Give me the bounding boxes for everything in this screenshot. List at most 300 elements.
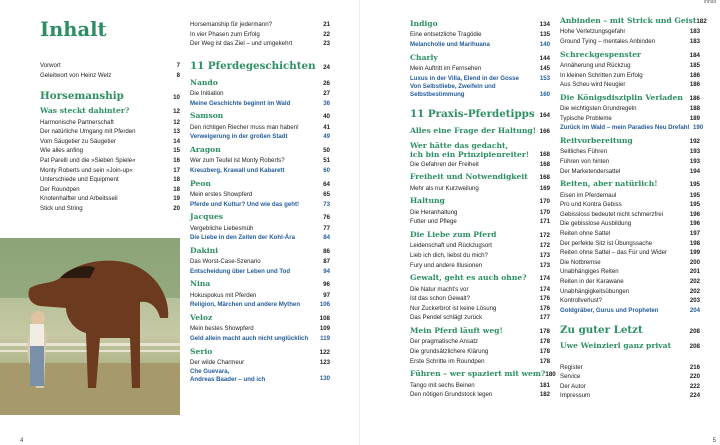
toc-entry-title: Gebissloss bedeutet nicht schmerzfrei (560, 210, 663, 218)
toc-page-number: 195 (689, 191, 700, 199)
toc-entry-title (410, 83, 496, 99)
toc-entry-title: Kreuzberg, Krawall und Kabarett (190, 166, 285, 174)
toc-entry-title: Mein bestes Showpferd (190, 325, 254, 333)
toc-entry-title (190, 368, 265, 384)
toc-entry-title: Unabhängigkeitsübungen (560, 287, 630, 295)
toc-page-number: 189 (689, 114, 700, 122)
story-chapter-link (190, 166, 330, 176)
toc-entry (560, 267, 700, 277)
toc-entry-title: Der Weg ist das Ziel – und umgekehrt (190, 40, 293, 48)
part-heading-praxis (410, 107, 550, 123)
toc-entry (560, 248, 700, 258)
toc-page-number: 13 (173, 128, 180, 136)
toc-page-number: 195 (689, 201, 700, 209)
toc-page-number: 22 (323, 30, 330, 38)
toc-entry (560, 382, 700, 392)
toc-entry-title: Erste Schritte im Roundpen (410, 357, 485, 365)
toc-entry-title: Zurück im Wald – mein Paradies Neu Drefahl (560, 124, 690, 132)
toc-page-number: 7 (176, 62, 180, 69)
toc-page-number: 20 (173, 204, 180, 212)
toc-page-number: 160 (539, 90, 550, 98)
toc-page-number: 199 (689, 249, 700, 257)
toc-entry (410, 261, 550, 271)
toc-entry (410, 30, 550, 40)
section-heading-line2: ich bin ein Prinzipienreiter! (410, 150, 530, 160)
running-head: Inhalt (703, 0, 716, 5)
story-chapter-link (560, 123, 704, 133)
horse-photo (0, 238, 180, 415)
toc-entry-title: Unabhängiges Reiten (560, 268, 619, 276)
toc-page-number: 15 (173, 147, 180, 155)
story-heading (190, 313, 330, 324)
toc-page-number: 182 (539, 391, 550, 399)
story-heading (410, 19, 550, 30)
section-heading-page: 174 (539, 275, 550, 283)
toc-entry-title: Geleitwort von Heinz Welz (40, 71, 112, 79)
story-heading (410, 53, 550, 64)
toc-entry (560, 27, 700, 37)
toc-page-number: 49 (323, 133, 330, 141)
section-heading-page: 208 (689, 328, 700, 336)
toc-entry-title: Ist das schon Gewalt? (410, 295, 470, 303)
toc-entry (560, 219, 700, 229)
toc-page-number: 77 (323, 224, 330, 232)
section-heading (560, 93, 700, 104)
toc-entry (410, 390, 550, 400)
toc-entry (40, 185, 180, 195)
part-heading-horsemanship (40, 89, 180, 105)
section-heading-page: 168 (539, 151, 550, 159)
section-heading-title: 11 Praxis-Pferdetipps (410, 108, 535, 121)
toc-entry (410, 241, 550, 251)
section-heading-title: Die Liebe zum Pferd (410, 229, 497, 239)
toc-page-number: 188 (689, 105, 700, 113)
toc-entry-title: Stick und String (40, 204, 83, 212)
toc-entry-title: Vom Säugetier zu Säugetier (40, 137, 116, 145)
section-heading-page: 50 (323, 146, 330, 154)
toc-entry-title: Den nötigen Grundstock legen (410, 391, 493, 399)
section-heading-title: Was steckt dahinter? (40, 106, 130, 116)
toc-entry (40, 137, 180, 147)
page-number-right: 5 (712, 438, 716, 444)
toc-entry (560, 277, 700, 287)
toc-entry (560, 229, 700, 239)
story-heading (190, 179, 330, 190)
section-heading (410, 196, 550, 207)
section-heading-title: Alles eine Frage der Haltung! (410, 126, 537, 136)
section-heading-title: Veloz (190, 312, 213, 322)
toc-entry-title: Monty Roberts und sein »Join-up« (40, 166, 133, 174)
toc-entry (190, 291, 330, 301)
page-title: Inhalt (40, 18, 107, 41)
toc-entry-title: Goldgräber, Gurus und Propheten (560, 306, 659, 314)
toc-page-number: 12 (173, 118, 180, 126)
toc-entry (410, 64, 550, 74)
toc-entry (560, 104, 700, 114)
story-chapter-link (190, 334, 330, 344)
toc-page-number: 145 (539, 65, 550, 72)
section-heading-page: 168 (539, 174, 550, 182)
section-heading-title: Peon (190, 178, 211, 188)
toc-entry (560, 114, 700, 124)
toc-page-number: 153 (539, 74, 550, 82)
toc-page-number: 123 (319, 358, 330, 366)
toc-entry-title: Nur Zuckerbrot ist keine Lösung (410, 304, 497, 312)
toc-entry (560, 287, 700, 297)
toc-page-number: 19 (173, 195, 180, 203)
toc-page-number: 186 (689, 71, 700, 79)
toc-page-number: 97 (323, 291, 330, 299)
toc-entry-title: Wer zum Teufel ist Monty Roberts? (190, 157, 285, 165)
section-heading-page: 178 (539, 327, 550, 335)
section-heading-page: 182 (696, 18, 707, 25)
section-heading-title: Nina (190, 279, 211, 289)
toc-entry (560, 71, 700, 81)
toc-entry (190, 224, 330, 234)
right-page (360, 0, 720, 445)
story-chapter-link (190, 267, 330, 277)
toc-page-number: 220 (689, 373, 700, 381)
toc-entry-title: Der Marketendersattel (560, 167, 621, 175)
toc-page-number: 190 (692, 124, 704, 132)
toc-entry (190, 89, 330, 99)
toc-page-number: 16 (173, 156, 180, 164)
toc-entry (560, 167, 700, 177)
toc-entry-title-line1: Von Selbstliebe, Zweifeln und (410, 83, 496, 91)
toc-entry-title: Melancholie und Marihuana (410, 41, 490, 48)
toc-page-number: 224 (689, 392, 700, 400)
toc-entry (40, 175, 180, 185)
toc-entry-title: Verweigerung in der großen Stadt (190, 133, 288, 141)
toc-entry-title: Die Liebe in den Zeiten der Kohl-Ära (190, 234, 295, 242)
story-chapter-link (410, 83, 550, 99)
toc-entry-title: Das Worst-Case-Szenario (190, 258, 261, 266)
toc-entry-title: Seitliches Führen (560, 148, 608, 156)
part-heading-pferdegeschichten (190, 59, 330, 75)
section-heading-title: Reiten, aber natürlich! (560, 179, 658, 189)
toc-entry-title: Mein Auftritt im Fernsehen (410, 65, 482, 72)
toc-entry-title: Fury und andere Illusionen (410, 261, 483, 269)
toc-entry-title: Wie alles anfing (40, 147, 84, 155)
section-heading-page: 166 (539, 128, 550, 136)
story-chapter-link (560, 306, 700, 316)
section-heading (560, 179, 700, 190)
toc-page-number: 204 (689, 306, 700, 314)
toc-entry-title: Impressum (560, 392, 591, 400)
toc-entry-title: In vier Phasen zum Erfolg (190, 30, 260, 38)
toc-page-number: 202 (689, 287, 700, 295)
toc-page-number: 183 (689, 28, 700, 36)
toc-page-number: 87 (323, 258, 330, 266)
toc-page-number: 183 (689, 38, 700, 45)
toc-entry-title: Die grundsätzlichere Klärung (410, 347, 489, 355)
section-heading-page: 40 (323, 113, 330, 121)
toc-entry-title: Reiten ohne Sattel – das Für und Wider (560, 249, 668, 257)
toc-entry (560, 210, 700, 220)
toc-entry-title: Die Gefahren der Freiheit (410, 160, 479, 168)
toc-entry-title: Lieb ich dich, liebst du mich? (410, 251, 488, 259)
section-heading-title: Indigo (410, 19, 438, 28)
toc-entry (40, 204, 180, 214)
toc-entry-title: Horsemanship für jedermann? (190, 21, 272, 28)
section-heading-page: 96 (323, 281, 330, 289)
story-chapter-link (190, 200, 330, 210)
toc-page-number: 140 (539, 41, 550, 48)
toc-page-number: 176 (539, 304, 550, 312)
toc-entry-title: Hokuspokus mit Pferden (190, 291, 257, 299)
toc-entry (40, 146, 180, 156)
toc-entry (410, 304, 550, 314)
toc-entry-title: Die Notbremse (560, 258, 601, 266)
toc-page-number: 196 (689, 220, 700, 228)
toc-page-number: 203 (689, 297, 700, 305)
story-chapter-link (410, 74, 550, 84)
toc-entry (190, 324, 330, 334)
toc-entry-title: Futter und Pflege (410, 218, 457, 226)
toc-page-number: 172 (539, 242, 550, 250)
toc-entry-title: Führen von hinten (560, 157, 610, 165)
toc-page-number: 36 (323, 99, 330, 107)
section-heading-page: 64 (323, 180, 330, 188)
toc-page-number: 181 (539, 381, 550, 389)
toc-entry (560, 80, 700, 90)
toc-entry (410, 337, 550, 347)
toc-page-number: 73 (323, 200, 330, 208)
section-heading-page: 192 (689, 137, 700, 145)
section-heading-title: 11 Pferdegeschichten (190, 59, 316, 72)
section-heading (560, 136, 700, 147)
toc-entry (410, 357, 550, 367)
toc-page-number: 130 (319, 374, 330, 382)
section-heading (410, 369, 556, 380)
toc-page-number: 18 (173, 185, 180, 193)
toc-entry (560, 157, 700, 167)
section-heading-page: 172 (539, 231, 550, 239)
toc-entry (560, 391, 700, 401)
section-heading (410, 230, 550, 241)
section-heading-title: Gewalt, geht es auch ohne? (410, 273, 527, 283)
toc-entry-title-line2: Selbstbestimmung (410, 91, 465, 99)
toc-entry (410, 294, 550, 304)
toc-entry-title: Knotenhalfter und Arbeitsseil (40, 195, 118, 203)
toc-page-number: 173 (539, 251, 550, 259)
toc-entry (410, 285, 550, 295)
section-heading-title: Nando (190, 77, 218, 87)
story-chapter-link (190, 368, 330, 384)
section-heading-page: 195 (689, 181, 700, 189)
toc-entry (410, 347, 550, 357)
section-heading-page: 184 (689, 51, 700, 59)
section-heading-title: Horsemanship (40, 90, 124, 103)
toc-entry (190, 358, 330, 368)
toc-entry-title: Der perfekte Sitz ist Übungssache (560, 239, 653, 247)
story-chapter-link (190, 233, 330, 243)
section-heading-line1: Wer hätte das gedacht, (410, 140, 509, 150)
toc-entry (560, 61, 700, 71)
section-heading-title: Charly (410, 52, 438, 62)
toc-entry-title: In kleinen Schritten zum Erfolg (560, 71, 643, 79)
section-heading-page: 164 (539, 112, 550, 120)
toc-page-number: 178 (539, 357, 550, 365)
story-heading (190, 279, 330, 290)
toc-page-number: 27 (323, 90, 330, 98)
toc-page-number: 21 (323, 21, 330, 28)
toc-page-number: 194 (689, 167, 700, 175)
story-heading (190, 246, 330, 257)
toc-page-number: 169 (539, 184, 550, 192)
toc-entry-title: Eisen im Pferdemaul (560, 191, 617, 199)
toc-page-number: 193 (689, 148, 700, 156)
toc-page-number: 222 (689, 382, 700, 390)
toc-page-number: 177 (539, 314, 550, 322)
toc-entry (40, 127, 180, 137)
toc-page-number: 17 (173, 166, 180, 174)
toc-entry (40, 194, 180, 204)
toc-page-number: 8 (176, 71, 180, 79)
toc-page-number: 23 (323, 40, 330, 48)
story-heading (190, 145, 330, 156)
section-heading (410, 126, 550, 137)
section-heading (410, 141, 550, 160)
toc-page-number: 185 (689, 62, 700, 69)
section-heading-page: 170 (539, 198, 550, 206)
toc-entry-title: Kontrollverlust? (560, 297, 602, 305)
toc-page-number: 109 (319, 325, 330, 333)
section-heading-page: 86 (323, 247, 330, 255)
section-heading-page: 76 (323, 214, 330, 222)
section-heading-title: Uwe Weinzierl ganz privat (560, 341, 672, 351)
section-heading-title: Zu guter Letzt (560, 324, 643, 337)
toc-page-number: 94 (323, 267, 330, 275)
story-chapter-link (190, 99, 330, 109)
section-heading-page: 186 (689, 94, 700, 102)
toc-entry-title: Harmonische Partnerschaft (40, 118, 114, 126)
section-heading-page: 208 (689, 343, 700, 351)
section-heading-title: Mein Pferd läuft weg! (410, 325, 503, 335)
section-heading (560, 50, 700, 61)
story-chapter-link (410, 40, 550, 50)
toc-entry-title: Ground Tying – mentales Anbinden (560, 38, 656, 45)
section-heading-title: Aragon (190, 144, 221, 154)
toc-entry-title: Entscheidung über Leben und Tod (190, 267, 291, 275)
toc-entry-title: Pferde und Kultur? Und wie das geht! (190, 200, 300, 208)
toc-entry-title: Mehr als nur Kurzweilung (410, 184, 479, 192)
toc-entry (410, 217, 550, 227)
toc-entry-title: Leidenschaft und Rückzugsort (410, 242, 492, 250)
toc-page-number: 41 (323, 123, 330, 131)
toc-entry-title: Den richtigen Riecher muss man haben! (190, 123, 299, 131)
toc-entry-title: Die Initiation (190, 90, 224, 98)
toc-entry (40, 156, 180, 166)
toc-entry (560, 296, 700, 306)
toc-page-number: 178 (539, 338, 550, 346)
toc-entry (560, 239, 700, 249)
section-heading-title: Dakini (190, 245, 219, 255)
toc-entry-title: Religion, Märchen und andere Mythen (190, 301, 301, 309)
toc-page-number: 51 (323, 157, 330, 165)
toc-page-number: 135 (539, 31, 550, 39)
toc-entry-title: Vergebliche Liebesmüh (190, 224, 254, 232)
toc-entry (190, 39, 330, 49)
toc-entry (560, 37, 700, 47)
toc-page-number: 173 (539, 261, 550, 269)
toc-page-number: 216 (689, 363, 700, 371)
section-heading (40, 106, 180, 117)
section-heading (560, 16, 707, 27)
toc-entry-title: Der natürliche Umgang mit Pferden (40, 128, 136, 136)
toc-entry-title: Mein erstes Showpferd (190, 190, 253, 198)
section-heading-page: 180 (545, 371, 556, 379)
toc-entry-title: Unterschiede und Equipment (40, 176, 119, 184)
toc-entry (410, 313, 550, 323)
toc-page-number: 178 (539, 347, 550, 355)
toc-entry-title: Der Roundpen (40, 185, 80, 193)
toc-page-number: 201 (689, 268, 700, 276)
story-heading (190, 78, 330, 89)
section-heading-page: 108 (319, 314, 330, 322)
toc-entry-title: Meine Geschichte beginnt im Wald (190, 99, 291, 107)
section-heading-title: Freiheit und Notwendigkeit (410, 172, 528, 182)
section-heading-page: 134 (539, 21, 550, 28)
toc-entry (410, 208, 550, 218)
story-heading (190, 212, 330, 223)
section-heading (410, 172, 550, 183)
toc-entry-title: Eine entsetzliche Tragödie (410, 31, 482, 39)
toc-entry (410, 381, 550, 391)
story-chapter-link (190, 132, 330, 142)
toc-entry (560, 372, 700, 382)
section-heading-title: Haltung (410, 196, 445, 206)
toc-entry-title: Die gebisslose Ausbildung (560, 220, 632, 228)
toc-entry-title: Die Heranhaltung (410, 208, 458, 216)
section-heading (410, 273, 550, 284)
toc-entry (560, 191, 700, 201)
story-heading (190, 111, 330, 122)
toc-page-number: 84 (323, 234, 330, 242)
toc-entry (560, 200, 700, 210)
toc-entry-title: Register (560, 363, 583, 371)
section-heading-page: 24 (323, 63, 330, 71)
toc-entry (410, 160, 550, 170)
toc-entry (410, 251, 550, 261)
toc-entry (190, 30, 330, 40)
toc-page-number: 202 (689, 277, 700, 285)
section-heading-title (410, 141, 529, 160)
toc-page-number: 14 (173, 137, 180, 145)
toc-entry (190, 257, 330, 267)
toc-page-number: 196 (689, 210, 700, 218)
toc-entry (190, 123, 330, 133)
toc-entry-title: Das Pendel schlägt zurück (410, 314, 483, 322)
toc-entry (560, 363, 700, 373)
toc-entry-title: Reiten ohne Sattel (560, 229, 611, 237)
toc-entry-title: Pro und Kontra Gebiss (560, 201, 622, 209)
section-heading-title: Jacques (190, 212, 224, 222)
toc-entry-title: Die Natur macht’s vor (410, 285, 469, 293)
toc-entry-title: Vorwort (40, 62, 61, 69)
toc-entry (410, 184, 550, 194)
toc-entry (40, 71, 180, 81)
toc-entry-title: Annäherung und Rückzug (560, 62, 631, 69)
toc-page-number: 197 (689, 229, 700, 237)
toc-entry-title: Service (560, 373, 581, 381)
toc-entry (40, 166, 180, 176)
toc-entry-title: Hohe Verletzungsgefahr (560, 28, 626, 36)
toc-entry-title: Die wichtigsten Grundregeln (560, 105, 637, 113)
toc-page-number: 168 (539, 160, 550, 168)
toc-entry-title: Aus Scheu wird Neugier (560, 81, 626, 89)
toc-entry (560, 147, 700, 157)
